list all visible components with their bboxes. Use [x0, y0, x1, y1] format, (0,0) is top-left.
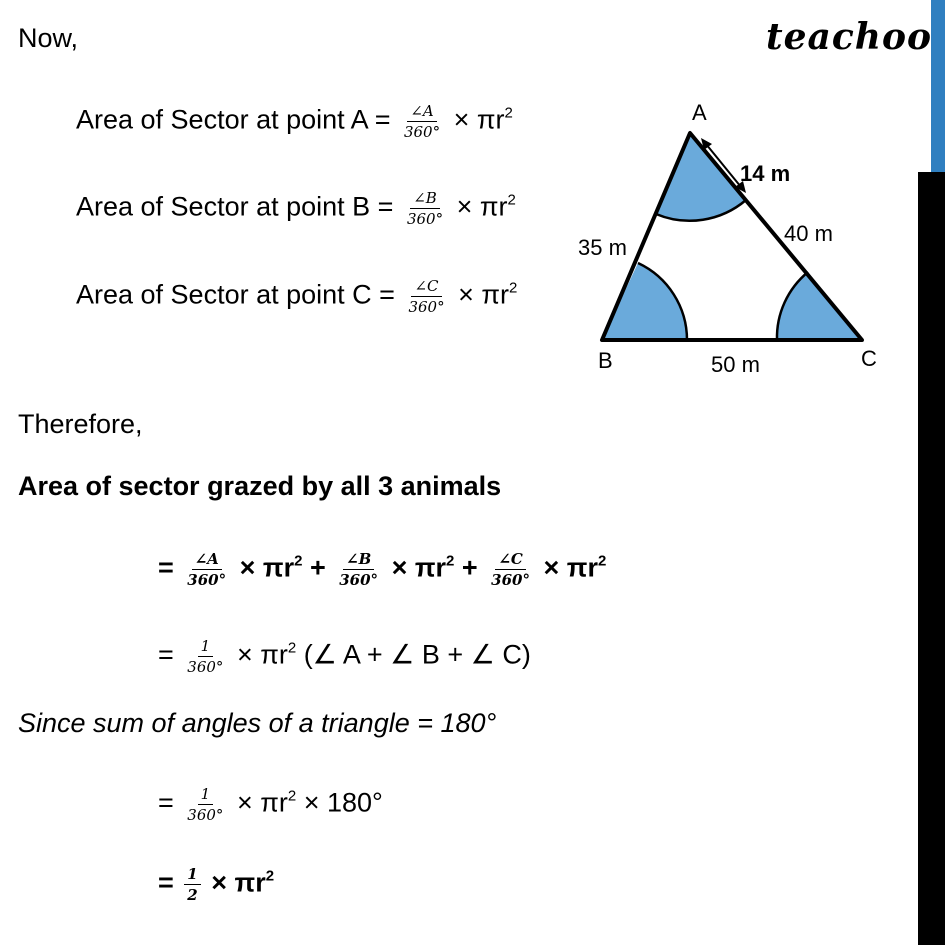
angle-sum-note: Since sum of angles of a triangle = 180° [18, 708, 497, 738]
step-1-fraction-a: $\frac{\angle A}{360^\circ}$ [187, 550, 227, 589]
sector-b [602, 263, 687, 340]
formula-b-fraction: $\frac{\angle B}{360^\circ}$ [406, 189, 444, 228]
step-4: = $\frac{1}{2}$ × $\pi r^2$ [158, 865, 275, 904]
section-heading: Area of sector grazed by all 3 animals [18, 471, 502, 501]
therefore-text: Therefore, [18, 409, 143, 439]
formula-b: Area of Sector at point B = $\frac{\angle B}{360^\circ}$ × $\pi r^2$ [76, 189, 516, 228]
radius-label: 14 m [740, 161, 791, 186]
step-3-fraction: $\frac{1}{360^\circ}$ [187, 785, 224, 824]
vertex-c-label: C [861, 346, 877, 371]
step-1-fraction-c: $\frac{\angle C}{360^\circ}$ [491, 550, 530, 589]
formula-c-fraction: $\frac{\angle C}{360^\circ}$ [408, 277, 445, 316]
step-2-fraction: $\frac{1}{360^\circ}$ [187, 637, 224, 676]
vertex-b-label: B [598, 348, 613, 373]
side-ab-label: 35 m [578, 235, 627, 260]
sector-c [777, 272, 862, 340]
triangle-diagram [560, 90, 900, 390]
formula-c-prefix: Area of Sector at point C = [76, 279, 403, 310]
formula-b-prefix: Area of Sector at point B = [76, 191, 401, 222]
scroll-indicator [931, 0, 945, 172]
step-4-fraction: $\frac{1}{2}$ [184, 865, 200, 904]
step-1: = $\frac{\angle A}{360^\circ}$ × $\pi r^2$ + $\frac{\angle B}{360^\circ}$ × $\pi r^2$ + $\frac{\angle C}{360^\circ}$ × $\pi r^2$ [158, 550, 607, 589]
side-bc-label: 50 m [711, 352, 760, 377]
teachoo-logo: teachoo [766, 16, 932, 58]
step-2: = $\frac{1}{360^\circ}$ × $\pi r^2$ (∠ A + ∠ B + ∠ C) [158, 637, 531, 676]
formula-a: Area of Sector at point A = $\frac{\angle A}{360^\circ}$ × $\pi r^2$ [76, 102, 513, 141]
vertex-a-label: A [692, 100, 707, 125]
formula-c: Area of Sector at point C = $\frac{\angle C}{360^\circ}$ × $\pi r^2$ [76, 277, 518, 316]
side-ac-label: 40 m [784, 221, 833, 246]
formula-a-fraction: $\frac{\angle A}{360^\circ}$ [403, 102, 441, 141]
step-3: = $\frac{1}{360^\circ}$ × $\pi r^2 \times 180^\circ$ [158, 785, 383, 824]
intro-text: Now, [18, 23, 79, 53]
formula-a-prefix: Area of Sector at point A = [76, 104, 398, 135]
step-1-fraction-b: $\frac{\angle B}{360^\circ}$ [339, 550, 379, 589]
